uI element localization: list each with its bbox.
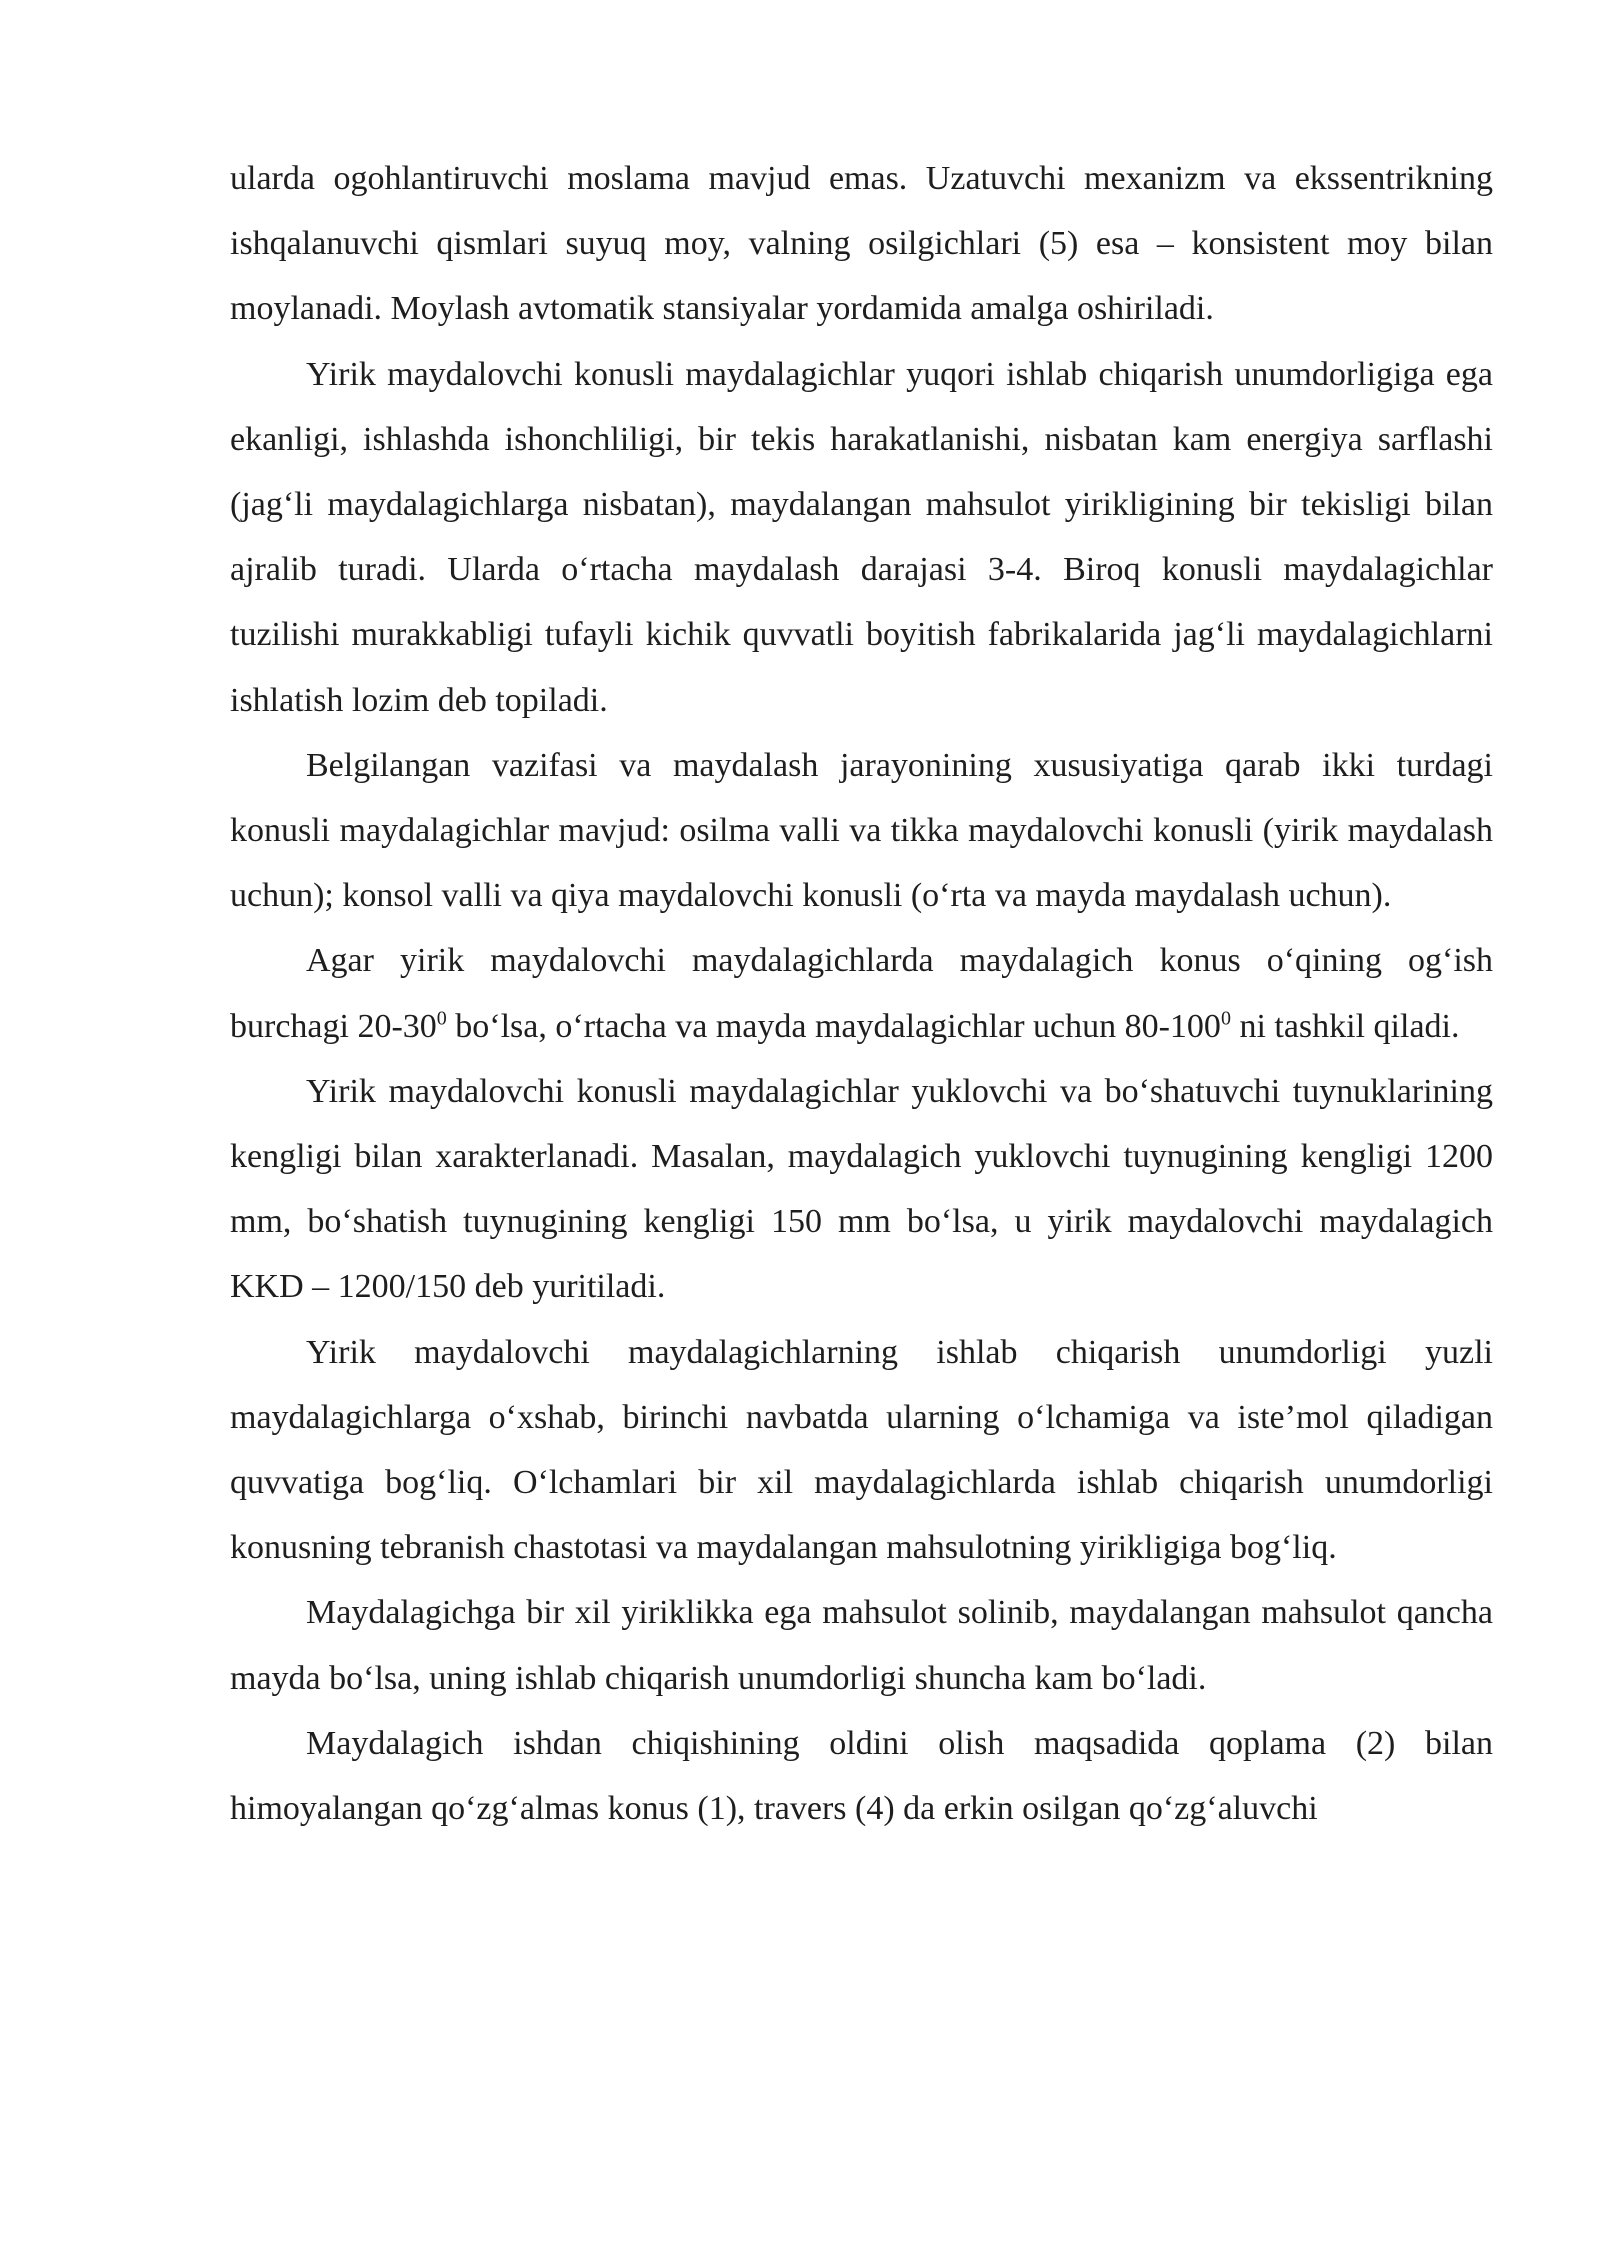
paragraph-2: Yirik maydalovchi konusli maydalagichlar yuqori ishlab chiqarish unumdorligiga ega ekanligi, ishlashda ishonchliligi, bir tekis harakatlanishi, nisbatan kam energiya sarflashi (jag‘li maydalagichlarga nisbatan), maydalangan mahsulot yirikligining bir tekisligi bilan ajralib turadi. Ularda o‘rtacha maydalash darajasi 3-4. Biroq konusli maydalagichlar tuzilishi murakkabligi tufayli kichik quvvatli boyitish fabrikalarida jag‘li maydalagichlarni ishlatish lozim deb topiladi. xyxy=(230,355,1493,719)
paragraph-4-part-2: bo‘lsa, o‘rtacha va mayda maydalagichlar uchun 80-100 xyxy=(446,1007,1221,1045)
paragraph-5: Yirik maydalovchi konusli maydalagichlar yuklovchi va bo‘shatuvchi tuynuklarining kengligi bilan xarakterlanadi. Masalan, maydalagich yuklovchi tuynugining kengligi 1200 mm, bo‘shatish tuynugining kengligi 150 mm bo‘lsa, u yirik maydalovchi maydalagich KKD – 1200/150 deb yuritiladi. xyxy=(230,1072,1493,1306)
paragraph-8: Maydalagich ishdan chiqishining oldini olish maqsadida qoplama (2) bilan himoyalangan qo‘zg‘almas konus (1), travers (4) da erkin osilgan qo‘zg‘aluvchi xyxy=(230,1724,1493,1828)
body-text xyxy=(230,146,1493,1841)
paragraph-7: Maydalagichga bir xil yiriklikka ega mahsulot solinib, maydalangan mahsulot qancha mayda bo‘lsa, uning ishlab chiqarish unumdorligi shuncha kam bo‘ladi. xyxy=(230,1594,1493,1697)
paragraph-4 xyxy=(230,928,1493,1058)
paragraph-1: ularda ogohlantiruvchi moslama mavjud emas. Uzatuvchi mexanizm va ekssentrikning ishqalanuvchi qismlari suyuq moy, valning osilgichlari (5) esa – konsistent moy bilan moylanadi. Moylash avtomatik stansiyalar yordamida amalga oshiriladi. xyxy=(230,160,1493,328)
paragraph-3: Belgilangan vazifasi va maydalash jarayonining xususiyatiga qarab ikki turdagi konusli maydalagichlar mavjud: osilma valli va tikka maydalovchi konusli (yirik maydalash uchun); konsol valli va qiya maydalovchi konusli (o‘rta va mayda maydalash uchun). xyxy=(230,746,1493,915)
degree-superscript-1: 0 xyxy=(436,1007,447,1030)
paragraph-4-part-1: Agar yirik maydalovchi maydalagichlarda maydalagich konus o‘qining og‘ish burchagi 20-30 xyxy=(230,942,1493,1045)
paragraph-6: Yirik maydalovchi maydalagichlarning ishlab chiqarish unumdorligi yuzli maydalagichlarga o‘xshab, birinchi navbatda ularning o‘lchamiga va iste’mol qiladigan quvvatiga bog‘liq. O‘lchamlari bir xil maydalagichlarda ishlab chiqarish unumdorligi konusning tebranish chastotasi va maydalangan mahsulotning yirikligiga bog‘liq. xyxy=(230,1333,1493,1567)
paragraph-4-part-3: ni tashkil qiladi. xyxy=(1230,1007,1460,1045)
degree-superscript-2: 0 xyxy=(1220,1007,1231,1030)
